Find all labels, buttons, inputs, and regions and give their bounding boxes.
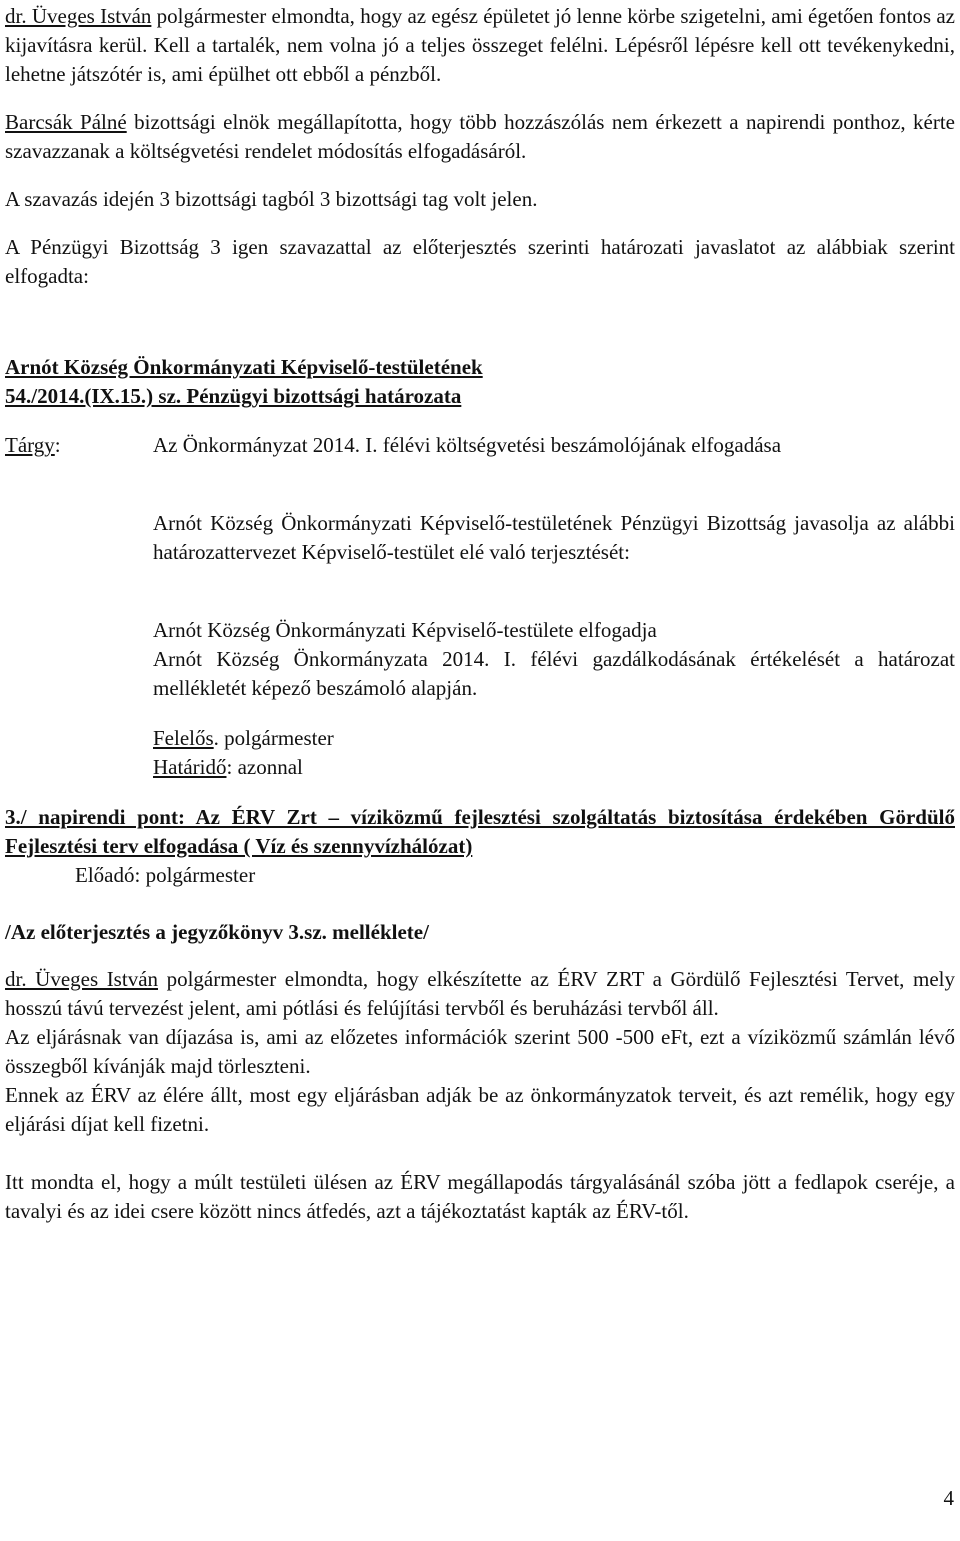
subject-label: Tárgy: — [5, 433, 61, 457]
paragraph-text: polgármester elmondta, hogy az egész épületet jó lenne körbe szigetelni, ami égetően fontos az kijavításra kerül. Kell a tartalék, nem volna jó a teljes összeget felélni. Lépésről lépésre kell ott tevékenykedni, lehetne játszótér is, ami épülhet ott ebből a pénzből. — [5, 4, 955, 86]
paragraph-mayor-statement-1 — [5, 2, 955, 89]
paragraph-chair-statement — [5, 108, 955, 166]
paragraph-fee: Az eljárásnak van díjazása is, ami az előzetes információk szerint 500 -500 eFt, ezt a víziközmű számlán lévő összegből kívánják majd törleszteni. — [5, 1025, 955, 1078]
resolution-title-line-2: 54./2014.(IX.15.) sz. Pénzügyi bizottsági határozata — [5, 384, 462, 408]
paragraph-cover-replacement: Itt mondta el, hogy a múlt testületi ülésen az ÉRV megállapodás tárgyalásánál szóba jött a fedlapok cseréje, a tavalyi és az idei csere között nincs átfedés, azt a tájékoztatást kapták az ÉRV-től. — [5, 1170, 955, 1223]
resolution-subject — [5, 431, 955, 460]
paragraph-attendance: A szavazás idején 3 bizottsági tagból 3 bizottsági tag volt jelen. — [5, 187, 538, 211]
decision-text: Arnót Község Önkormányzata 2014. I. félévi gazdálkodásának értékelését a határozat mellékletét képező beszámoló alapján. — [153, 647, 955, 700]
paragraph-vote-result: A Pénzügyi Bizottság 3 igen szavazattal az előterjesztés szerinti határozati javaslatot az alábbiak szerint elfogadta: — [5, 235, 955, 288]
resolution-title-line-1: Arnót Község Önkormányzati Képviselő-testületének — [5, 355, 483, 379]
paragraph-text: polgármester elmondta, hogy elkészítette az ÉRV ZRT a Gördülő Fejlesztési Tervet, mely hosszú távú tervezést jelent, ami pótlási és felújítási tervből és beruházási tervből áll. — [5, 967, 955, 1020]
paragraph-erv-procedure: Ennek az ÉRV az élére állt, most egy eljárásban adják be az önkormányzatok terveit, és azt remélik, hogy egy eljárási díjat kell fizetni. — [5, 1083, 955, 1136]
speaker-name: Barcsák Pálné — [5, 110, 127, 134]
page-number: 4 — [943, 1486, 954, 1510]
speaker-name: dr. Üveges István — [5, 967, 159, 991]
paragraph-text: bizottsági elnök megállapította, hogy több hozzászólás nem érkezett a napirendi ponthoz, kérte szavazzanak a költségvetési rendelet módosítás elfogadásáról. — [5, 110, 955, 163]
responsible-line: Felelős. polgármester — [153, 726, 334, 750]
agenda-item-3-attachment: /Az előterjesztés a jegyzőkönyv 3.sz. melléklete/ — [5, 920, 429, 944]
agenda-item-3-heading: 3./ napirendi pont: Az ÉRV Zrt – víziközmű fejlesztési szolgáltatás biztosítása érdekében Gördülő Fejlesztési terv elfogadása ( Víz és szennyvízhálózat) — [5, 805, 955, 858]
document-page — [5, 0, 955, 1226]
paragraph-mayor-statement-2 — [5, 965, 955, 1023]
deadline-line: Határidő: azonnal — [153, 755, 303, 779]
committee-proposal: Arnót Község Önkormányzati Képviselő-testületének Pénzügyi Bizottság javasolja az alábbi határozattervezet Képviselő-testület elé való terjesztését: — [153, 511, 955, 564]
speaker-name: dr. Üveges István — [5, 4, 152, 28]
resolution-decision — [153, 616, 955, 703]
subject-text: Az Önkormányzat 2014. I. félévi költségvetési beszámolójának elfogadása — [153, 433, 782, 457]
responsibility-block — [153, 724, 955, 782]
decision-line-1: Arnót Község Önkormányzati Képviselő-testülete elfogadja — [153, 618, 657, 642]
resolution-title — [5, 353, 955, 411]
agenda-item-3-presenter: Előadó: polgármester — [75, 863, 256, 887]
